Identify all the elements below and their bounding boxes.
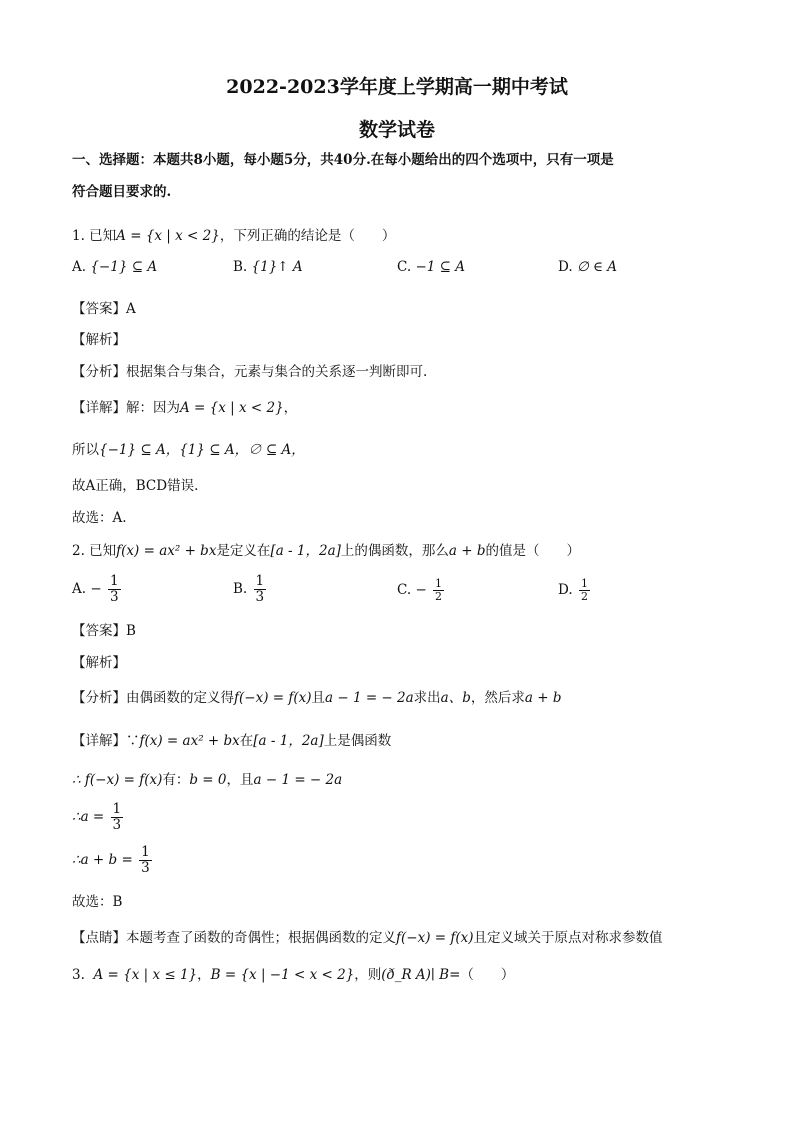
q2-option-a-den: 3 [109,589,119,605]
q1-option-a-math: {−1} ⊆ A [90,259,158,275]
q1-analysis-tag: 【分析】 [72,364,126,380]
q2-option-c-num: 1 [435,577,443,590]
q2-option-a-label: A. [72,581,87,597]
q1-conclusion: 故选：A. [72,510,127,526]
q2-detail-line3-fraction [111,802,124,833]
q2-detail-line3-prefix: ∴a = [72,809,105,825]
q2-detail-interval: [a - 1，2a] [253,733,324,749]
exam-title: 2022-2023学年度上学期高一期中考试 [226,76,568,98]
q2-option-c-den: 2 [435,590,443,603]
q2-option-a-sign: − [90,581,102,597]
q2-detail-line4-num: 1 [141,844,150,860]
q3-math2: B = {x | −1 < x < 2} [210,967,355,983]
q2-analysis-tag: 【分析】 [72,690,126,706]
q2-detail-a: ∵ [126,733,140,749]
q2-comment-tag: 【点睛】 [72,930,126,946]
q2-detail-tag: 【详解】 [72,733,126,749]
q2-detail-line4 [72,845,154,876]
q2-detail-line2-math: ∴ f(−x) = f(x) [72,772,163,788]
q1-detail-prefix: 解：因为 [126,400,180,416]
q2-option-d-num: 1 [580,577,588,590]
q1-detail-tag: 【详解】 [72,400,126,416]
q1-option-c-label: C. [397,259,412,275]
q2-detail-b: 在 [239,733,254,749]
q1-stem-math: A = {x | x < 2} [116,228,220,244]
q1-option-a-label: A. [72,259,87,275]
q1-option-c [397,259,465,275]
q2-detail-line4-prefix: ∴a + b = [72,852,133,868]
q1-option-d-label: D. [558,259,573,275]
q1-detail-line3: 故A正确，BCD错误. [72,478,199,494]
q1-answer-value: A [126,301,136,317]
q2-analysis-math2: a − 1 = − 2a [325,690,414,706]
q2-stem-mid: 是定义在 [216,543,271,559]
q2-option-c-sign: − [415,582,427,598]
q2-option-b [233,574,268,605]
q2-stem-math: f(x) = ax² + bx [116,543,217,559]
q3-math3: (ð_R A)∣ B [381,967,450,983]
q2-stem-math2: a + b [448,543,486,559]
q1-option-d [558,259,617,275]
q2-comment-math: f(−x) = f(x) [396,930,474,946]
q2-conclusion: 故选：B [72,894,123,910]
q1-analysis [72,360,427,380]
q2-analysis-math3: a、b [440,690,471,706]
q2-detail-c: 上是偶函数 [323,733,392,749]
q2-detail-line4-fraction [139,845,152,876]
q1-answer-tag: 【答案】 [72,301,126,317]
q2-detail-line4-den: 3 [141,860,150,876]
q2-option-b-fraction [254,574,267,605]
q1-stem-suffix: ，下列正确的结论是（ ） [219,228,396,244]
q2-stem-interval: [a - 1，2a] [270,543,341,559]
q2-analysis-d: ，然后求 [470,690,525,706]
q2-stem [72,542,580,560]
q2-detail-line3-den: 3 [112,817,122,833]
q2-comment-b: 且定义域关于原点对称求参数值 [473,930,663,946]
q1-option-a [72,259,157,275]
q1-analysis-text: 根据集合与集合，元素与集合的关系逐一判断即可. [126,364,428,380]
q2-analysis-c: 求出 [413,690,441,706]
q1-option-c-math: −1 ⊆ A [415,259,465,275]
q3-mid: ，则 [354,967,382,983]
q2-option-a-num: 1 [109,573,119,589]
q2-analysis [72,686,561,706]
q1-option-d-math: ∅ ∈ A [576,259,618,275]
q1-stem [72,227,395,245]
q2-comment-a: 本题考查了函数的奇偶性；根据偶函数的定义 [126,930,396,946]
q2-detail-math: f(x) = ax² + bx [139,733,240,749]
q2-detail-line2-math2: b = 0 [189,772,227,788]
q1-detail [72,396,297,416]
q1-detail-suffix: ， [283,400,298,416]
q2-jiexi-tag: 【解析】 [72,655,126,671]
q2-detail-line3 [72,802,125,833]
q2-option-b-label: B. [233,581,248,597]
q2-detail-line2 [72,768,342,788]
q2-detail-line3-num: 1 [112,801,122,817]
section-heading-line1: 一、选择题：本题共8小题，每小题5分，共40分.在每小题给出的四个选项中，只有一项是 [72,152,614,168]
q2-stem-mid2: 上的偶函数，那么 [340,543,449,559]
q2-answer-value: B [126,623,136,639]
q1-jiexi-tag: 【解析】 [72,332,126,348]
q2-analysis-math: f(−x) = f(x) [234,690,312,706]
q2-option-b-den: 3 [255,589,265,605]
q2-detail-line2-text2: ，且 [226,772,254,788]
q1-stem-prefix: 1. 已知 [72,228,117,244]
q2-analysis-b: 且 [311,690,325,706]
q3-math1: A = {x | x ≤ 1} [93,967,198,983]
q2-option-d-fraction [579,578,590,603]
q2-stem-suffix: 的值是（ ） [485,543,580,559]
q2-answer-tag: 【答案】 [72,623,126,639]
q2-stem-prefix: 2. 已知 [72,543,117,559]
q1-answer [72,297,136,317]
q2-comment [72,926,663,946]
q2-analysis-math4: a + b [524,690,562,706]
section-heading-line2: 符合题目要求的. [72,184,172,200]
q2-option-d-label: D. [558,582,573,598]
q2-option-b-num: 1 [255,573,265,589]
q1-detail-math: A = {x | x < 2} [180,400,284,416]
q1-detail-line2-math: {−1} ⊆ A，{1} ⊆ A，∅ ⊆ A， [99,442,305,458]
q3-sep: ， [197,967,211,983]
q3-stem [72,966,514,984]
q2-option-a-fraction [108,574,121,605]
q2-detail-line2-math3: a − 1 = − 2a [253,772,343,788]
q3-suffix: =（ ） [449,967,515,983]
q2-detail-line2-text: 有： [162,772,190,788]
q2-option-c [397,578,446,603]
exam-subtitle: 数学试卷 [358,119,435,141]
q1-detail-line2-prefix: 所以 [72,442,99,458]
q2-option-c-fraction [433,578,444,603]
q2-option-d [558,578,592,603]
q1-option-b-math: {1}↑ A [251,259,303,275]
q1-option-b [233,259,303,275]
q1-detail-line2 [72,438,305,458]
q2-option-c-label: C. [397,582,412,598]
q2-answer [72,619,136,639]
q3-number: 3. [72,967,85,983]
q2-option-d-den: 2 [580,590,588,603]
q1-option-b-label: B. [233,259,248,275]
q2-option-a [72,574,123,605]
q2-analysis-a: 由偶函数的定义得 [126,690,234,706]
q2-detail [72,729,391,749]
